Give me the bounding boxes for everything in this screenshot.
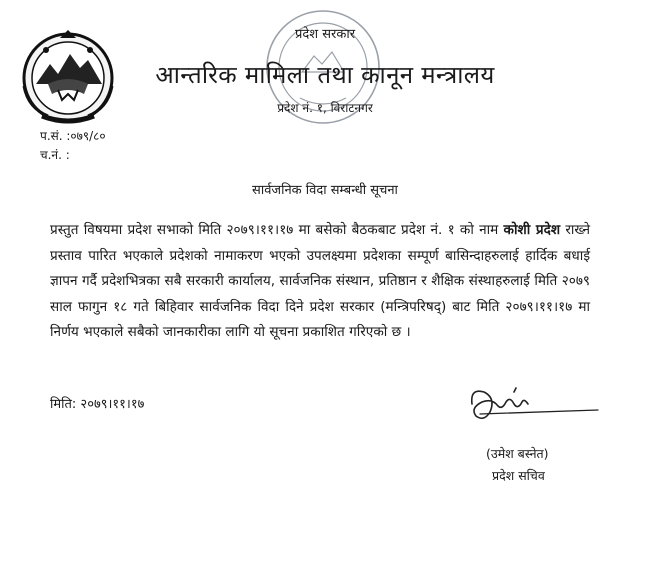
province-name-highlight: कोशी प्रदेश <box>503 222 561 238</box>
dispatch-number: च.नं. : <box>40 148 70 162</box>
ministry-title: आन्तरिक मामिला तथा कानून मन्त्रालय <box>155 61 495 89</box>
notice-subject: सार्वजनिक विदा सम्बन्धी सूचना <box>252 183 398 198</box>
body-text-part2: राख्ने प्रस्ताव पारित भएकाले प्रदेशको नामाकरण भएको उपलक्ष्यमा प्रदेशका सम्पूर्ण बासिन्दाहरुलाई हार्दिक बधाई ज्ञापन गर्दै प्रदेशभित्रका सबै सरकारी कार्यालय, सार्वजनिक संस्थान, प्रतिष्ठान र शैक्षिक संस्थाहरुलाई मिति २०७९ साल फागुन १८ गते बिहिवार सार्वजनिक विदा दिने प्रदेश सरकार (मन्त्रिपरिषद्) बाट मिति २०७९।११।१७ मा निर्णय भएकाले सबैको जानकारीका लागि यो सूचना प्रकाशित गरिएको छ । <box>50 222 590 340</box>
government-name: प्रदेश सरकार <box>294 27 356 42</box>
body-text-part1: प्रस्तुत विषयमा प्रदेश सभाको मिति २०७९।११।१७ मा बसेको बैठकबाट प्रदेश नं. १ को नाम <box>50 222 499 238</box>
signatory-name: (उमेश बस्नेत) <box>486 446 549 461</box>
letter-number: प.सं. :०७९/८० <box>40 129 106 143</box>
signatory-title: प्रदेश सचिव <box>492 468 545 483</box>
office-address: प्रदेश नं. १, विराटनगर <box>277 101 373 115</box>
notice-date: मिति: २०७९।११।१७ <box>50 397 145 412</box>
signature-icon <box>462 380 602 430</box>
notice-body <box>50 218 590 346</box>
